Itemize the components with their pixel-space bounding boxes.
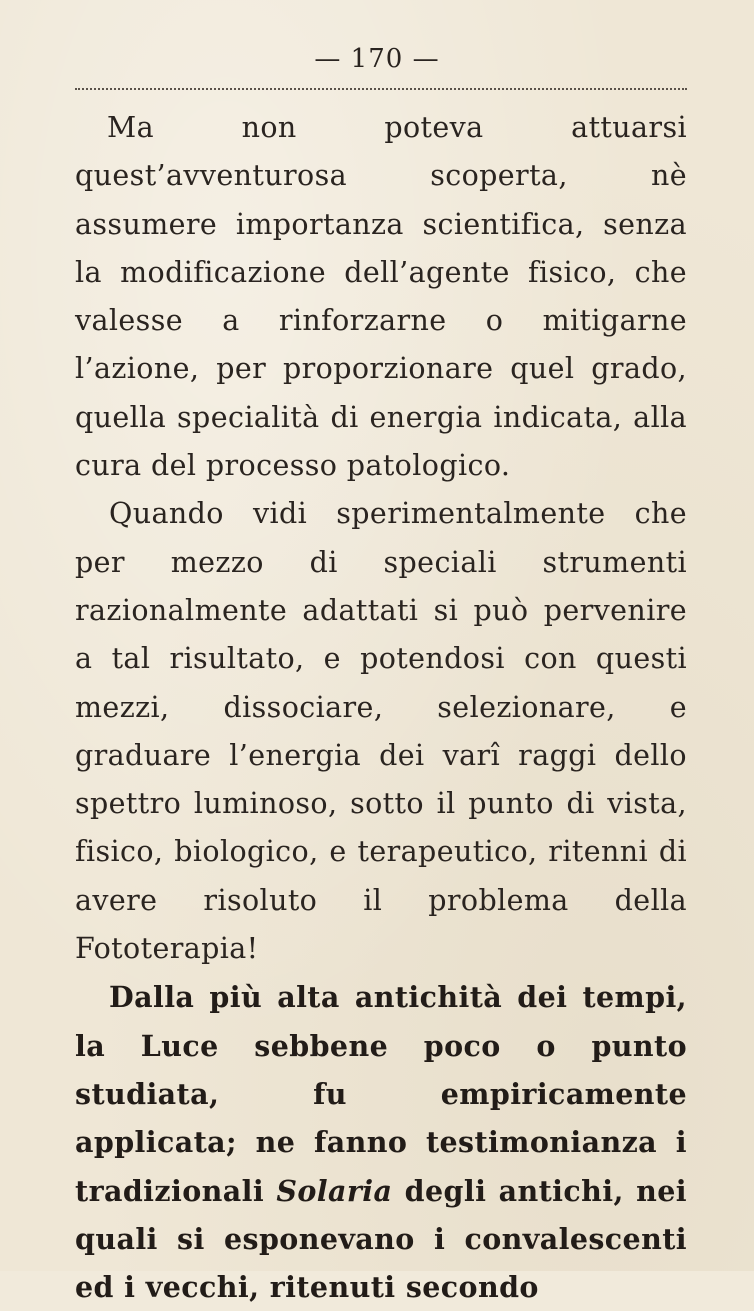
paragraph-3	[75, 973, 687, 1311]
paragraph-1: Ma non poteva attuarsi quest’avventurosa scoperta, nè assumere importanza scientifica, senza la modificazione dell’agente fisico, che valesse a rinforzarne o mitigarne l’azione, per proporzionare quel grado, quella specialità di energia indicata, alla cura del processo patologico.	[75, 111, 687, 483]
dotted-rule	[75, 88, 687, 90]
body-text	[75, 104, 687, 1311]
paragraph-3-emphasis: Solaria	[276, 1173, 393, 1208]
paragraph-2: Quando vidi sperimentalmente che per mezzo di speciali strumenti razionalmente adattati si può pervenire a tal risultato, e potendosi con questi mezzi, dissociare, selezionare, e graduare l’energia dei varî raggi dello spettro luminoso, sotto il punto di vista, fisico, biologico, e terapeutico, ritenni di avere risoluto il problema della Fototerapia!	[75, 497, 687, 966]
paragraph-3-text-after: degli antichi, nei quali si esponevano i convalescenti ed i vecchi, ritenuti secondo	[75, 1173, 687, 1305]
paragraph-3-text-before: Dalla più alta antichità dei tempi, la Luce sebbene poco o punto studiata, fu empiricamente applicata; ne fanno testimonianza i tradizionali	[75, 980, 687, 1208]
page-number: — 170 —	[314, 44, 440, 74]
